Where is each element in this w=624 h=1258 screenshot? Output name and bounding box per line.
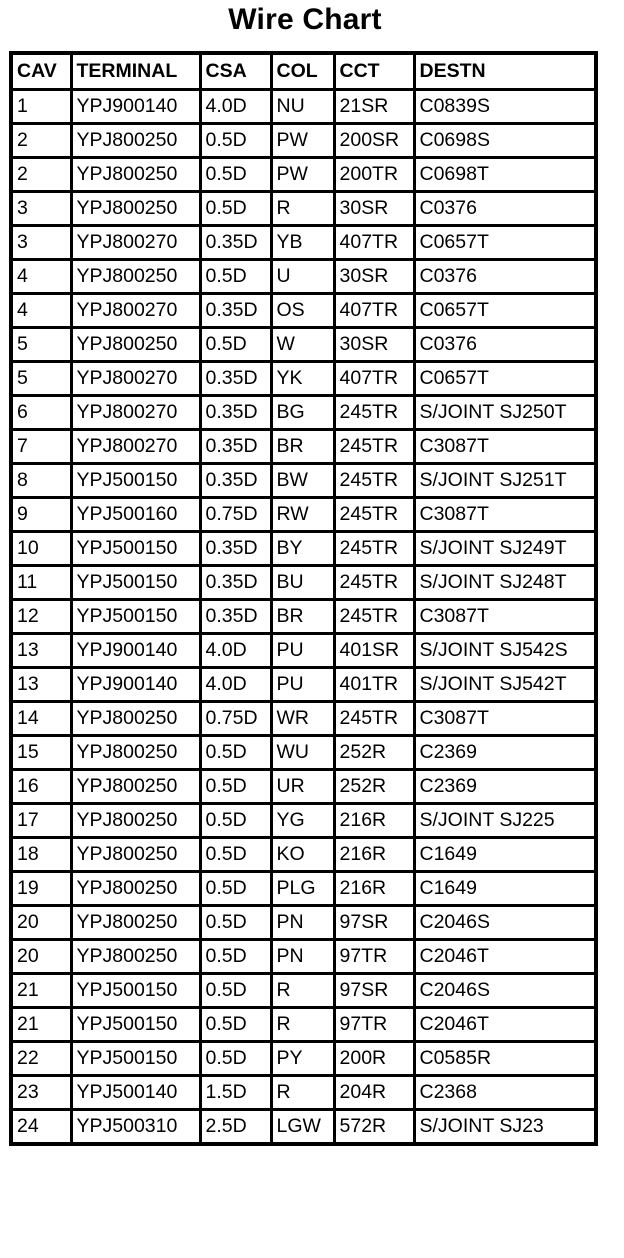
cell-col: YG [271,804,334,838]
cell-csa: 0.35D [200,362,271,396]
table-row [11,192,596,226]
cell-cct: 200R [334,1042,414,1076]
cell-terminal: YPJ800270 [71,430,200,464]
cell-destn: S/JOINT SJ248T [414,566,596,600]
cell-csa: 0.5D [200,1008,271,1042]
cell-cav: 3 [11,226,71,260]
cell-cct: 30SR [334,328,414,362]
table-row [11,464,596,498]
header-destn: DESTN [414,53,596,90]
cell-csa: 0.5D [200,974,271,1008]
cell-col: W [271,328,334,362]
page-title: Wire Chart [228,3,382,36]
cell-col: R [271,974,334,1008]
cell-col: YK [271,362,334,396]
cell-cct: 200SR [334,124,414,158]
cell-cct: 21SR [334,90,414,124]
cell-csa: 0.35D [200,294,271,328]
cell-csa: 0.35D [200,464,271,498]
cell-cct: 407TR [334,362,414,396]
cell-col: RW [271,498,334,532]
cell-csa: 4.0D [200,668,271,702]
cell-col: YB [271,226,334,260]
table-row [11,328,596,362]
cell-cct: 216R [334,804,414,838]
table-row [11,396,596,430]
cell-terminal: YPJ800250 [71,158,200,192]
cell-csa: 0.5D [200,124,271,158]
cell-destn: S/JOINT SJ251T [414,464,596,498]
cell-destn: C0657T [414,294,596,328]
cell-cav: 20 [11,940,71,974]
cell-destn: C2046S [414,974,596,1008]
cell-csa: 0.5D [200,736,271,770]
cell-cct: 245TR [334,702,414,736]
cell-cav: 2 [11,158,71,192]
table-row [11,260,596,294]
cell-terminal: YPJ500150 [71,1008,200,1042]
cell-cct: 245TR [334,566,414,600]
cell-cav: 20 [11,906,71,940]
table-row [11,124,596,158]
cell-terminal: YPJ800250 [71,838,200,872]
table-row [11,158,596,192]
cell-terminal: YPJ800250 [71,702,200,736]
cell-terminal: YPJ800270 [71,294,200,328]
table-row [11,1042,596,1076]
cell-csa: 2.5D [200,1110,271,1145]
cell-destn: S/JOINT SJ23 [414,1110,596,1145]
cell-destn: C2046T [414,1008,596,1042]
cell-col: PN [271,906,334,940]
cell-col: PU [271,668,334,702]
cell-col: U [271,260,334,294]
cell-col: OS [271,294,334,328]
cell-csa: 0.35D [200,566,271,600]
cell-destn: C0839S [414,90,596,124]
cell-destn: C2046S [414,906,596,940]
cell-cav: 4 [11,260,71,294]
cell-cav: 13 [11,668,71,702]
cell-col: UR [271,770,334,804]
cell-csa: 4.0D [200,90,271,124]
table-row [11,498,596,532]
cell-col: BW [271,464,334,498]
cell-col: PN [271,940,334,974]
cell-cct: 245TR [334,600,414,634]
cell-terminal: YPJ800270 [71,396,200,430]
cell-col: BR [271,430,334,464]
cell-cav: 18 [11,838,71,872]
cell-col: WR [271,702,334,736]
cell-terminal: YPJ500310 [71,1110,200,1145]
cell-terminal: YPJ800250 [71,124,200,158]
cell-col: R [271,192,334,226]
table-row [11,838,596,872]
cell-cav: 21 [11,1008,71,1042]
cell-cct: 30SR [334,260,414,294]
cell-col: NU [271,90,334,124]
cell-csa: 0.5D [200,838,271,872]
cell-csa: 0.35D [200,532,271,566]
cell-cct: 252R [334,770,414,804]
table-row [11,668,596,702]
cell-cav: 5 [11,362,71,396]
table-row [11,974,596,1008]
cell-csa: 0.5D [200,770,271,804]
table-body [11,90,596,1145]
cell-cav: 7 [11,430,71,464]
cell-destn: C0376 [414,260,596,294]
cell-cav: 24 [11,1110,71,1145]
cell-cct: 97TR [334,940,414,974]
cell-cav: 17 [11,804,71,838]
cell-destn: C0698S [414,124,596,158]
cell-destn: S/JOINT SJ250T [414,396,596,430]
cell-destn: C1649 [414,872,596,906]
cell-destn: S/JOINT SJ542S [414,634,596,668]
table-row [11,294,596,328]
table-row [11,90,596,124]
cell-csa: 4.0D [200,634,271,668]
cell-terminal: YPJ800250 [71,804,200,838]
cell-terminal: YPJ800250 [71,328,200,362]
cell-cct: 252R [334,736,414,770]
cell-cct: 407TR [334,294,414,328]
cell-terminal: YPJ500150 [71,974,200,1008]
cell-cav: 22 [11,1042,71,1076]
cell-col: PW [271,158,334,192]
cell-cav: 13 [11,634,71,668]
table-row [11,1008,596,1042]
cell-terminal: YPJ800250 [71,940,200,974]
cell-destn: C0698T [414,158,596,192]
cell-cct: 572R [334,1110,414,1145]
cell-cav: 3 [11,192,71,226]
header-csa: CSA [200,53,271,90]
header-col: COL [271,53,334,90]
table-row [11,600,596,634]
cell-terminal: YPJ800250 [71,192,200,226]
cell-csa: 0.35D [200,600,271,634]
wire-chart-table [9,51,598,1146]
cell-terminal: YPJ800250 [71,736,200,770]
cell-csa: 0.35D [200,226,271,260]
cell-cav: 14 [11,702,71,736]
cell-csa: 0.5D [200,1042,271,1076]
cell-terminal: YPJ900140 [71,668,200,702]
table-row [11,702,596,736]
cell-cct: 204R [334,1076,414,1110]
cell-destn: C2046T [414,940,596,974]
cell-terminal: YPJ800250 [71,260,200,294]
cell-csa: 0.35D [200,430,271,464]
cell-cct: 97SR [334,906,414,940]
cell-cct: 401SR [334,634,414,668]
cell-cct: 97TR [334,1008,414,1042]
cell-col: R [271,1076,334,1110]
cell-cav: 12 [11,600,71,634]
cell-cct: 216R [334,838,414,872]
cell-cav: 4 [11,294,71,328]
cell-terminal: YPJ500160 [71,498,200,532]
cell-terminal: YPJ800270 [71,362,200,396]
header-terminal: TERMINAL [71,53,200,90]
cell-col: PU [271,634,334,668]
cell-cav: 10 [11,532,71,566]
table-header-row [11,53,596,90]
cell-cct: 216R [334,872,414,906]
cell-csa: 0.5D [200,260,271,294]
cell-cav: 9 [11,498,71,532]
table-row [11,532,596,566]
cell-destn: C1649 [414,838,596,872]
cell-terminal: YPJ500150 [71,600,200,634]
cell-col: BG [271,396,334,430]
cell-csa: 0.5D [200,804,271,838]
cell-destn: C3087T [414,498,596,532]
cell-cav: 6 [11,396,71,430]
cell-terminal: YPJ500150 [71,1042,200,1076]
cell-destn: C2369 [414,770,596,804]
table-row [11,430,596,464]
cell-col: R [271,1008,334,1042]
cell-cct: 245TR [334,396,414,430]
cell-destn: C3087T [414,430,596,464]
cell-cct: 401TR [334,668,414,702]
cell-csa: 0.5D [200,940,271,974]
cell-col: PY [271,1042,334,1076]
cell-cav: 8 [11,464,71,498]
cell-cct: 245TR [334,430,414,464]
cell-cct: 245TR [334,464,414,498]
table-row [11,1110,596,1145]
cell-destn: C3087T [414,702,596,736]
table-row [11,634,596,668]
table-row [11,906,596,940]
cell-csa: 0.5D [200,906,271,940]
cell-csa: 0.75D [200,498,271,532]
cell-destn: C0657T [414,226,596,260]
cell-terminal: YPJ800270 [71,226,200,260]
cell-cav: 11 [11,566,71,600]
cell-destn: C2369 [414,736,596,770]
cell-col: WU [271,736,334,770]
cell-col: PLG [271,872,334,906]
cell-destn: C3087T [414,600,596,634]
cell-destn: C0657T [414,362,596,396]
cell-terminal: YPJ500150 [71,566,200,600]
cell-terminal: YPJ800250 [71,906,200,940]
cell-destn: C2368 [414,1076,596,1110]
table-row [11,872,596,906]
cell-terminal: YPJ900140 [71,634,200,668]
cell-cav: 2 [11,124,71,158]
cell-terminal: YPJ500150 [71,532,200,566]
cell-col: BR [271,600,334,634]
cell-destn: C0376 [414,192,596,226]
cell-csa: 0.35D [200,396,271,430]
cell-csa: 0.5D [200,872,271,906]
cell-csa: 0.5D [200,192,271,226]
cell-destn: S/JOINT SJ542T [414,668,596,702]
cell-cct: 245TR [334,532,414,566]
cell-destn: S/JOINT SJ225 [414,804,596,838]
table-row [11,1076,596,1110]
cell-cct: 97SR [334,974,414,1008]
table-row [11,566,596,600]
cell-col: KO [271,838,334,872]
cell-cav: 21 [11,974,71,1008]
cell-terminal: YPJ800250 [71,770,200,804]
cell-cav: 15 [11,736,71,770]
cell-cav: 1 [11,90,71,124]
table-row [11,362,596,396]
cell-terminal: YPJ800250 [71,872,200,906]
cell-col: LGW [271,1110,334,1145]
table-row [11,804,596,838]
table-row [11,226,596,260]
cell-cav: 19 [11,872,71,906]
cell-destn: C0376 [414,328,596,362]
cell-col: PW [271,124,334,158]
header-cct: CCT [334,53,414,90]
cell-cct: 407TR [334,226,414,260]
table-row [11,940,596,974]
cell-col: BY [271,532,334,566]
table-row [11,736,596,770]
cell-cct: 245TR [334,498,414,532]
cell-csa: 0.75D [200,702,271,736]
header-cav: CAV [11,53,71,90]
cell-cav: 5 [11,328,71,362]
cell-destn: S/JOINT SJ249T [414,532,596,566]
cell-terminal: YPJ500140 [71,1076,200,1110]
cell-destn: C0585R [414,1042,596,1076]
cell-terminal: YPJ500150 [71,464,200,498]
cell-csa: 0.5D [200,158,271,192]
cell-col: BU [271,566,334,600]
table-row [11,770,596,804]
cell-cav: 23 [11,1076,71,1110]
cell-cav: 16 [11,770,71,804]
cell-csa: 1.5D [200,1076,271,1110]
cell-cct: 30SR [334,192,414,226]
cell-terminal: YPJ900140 [71,90,200,124]
cell-cct: 200TR [334,158,414,192]
cell-csa: 0.5D [200,328,271,362]
